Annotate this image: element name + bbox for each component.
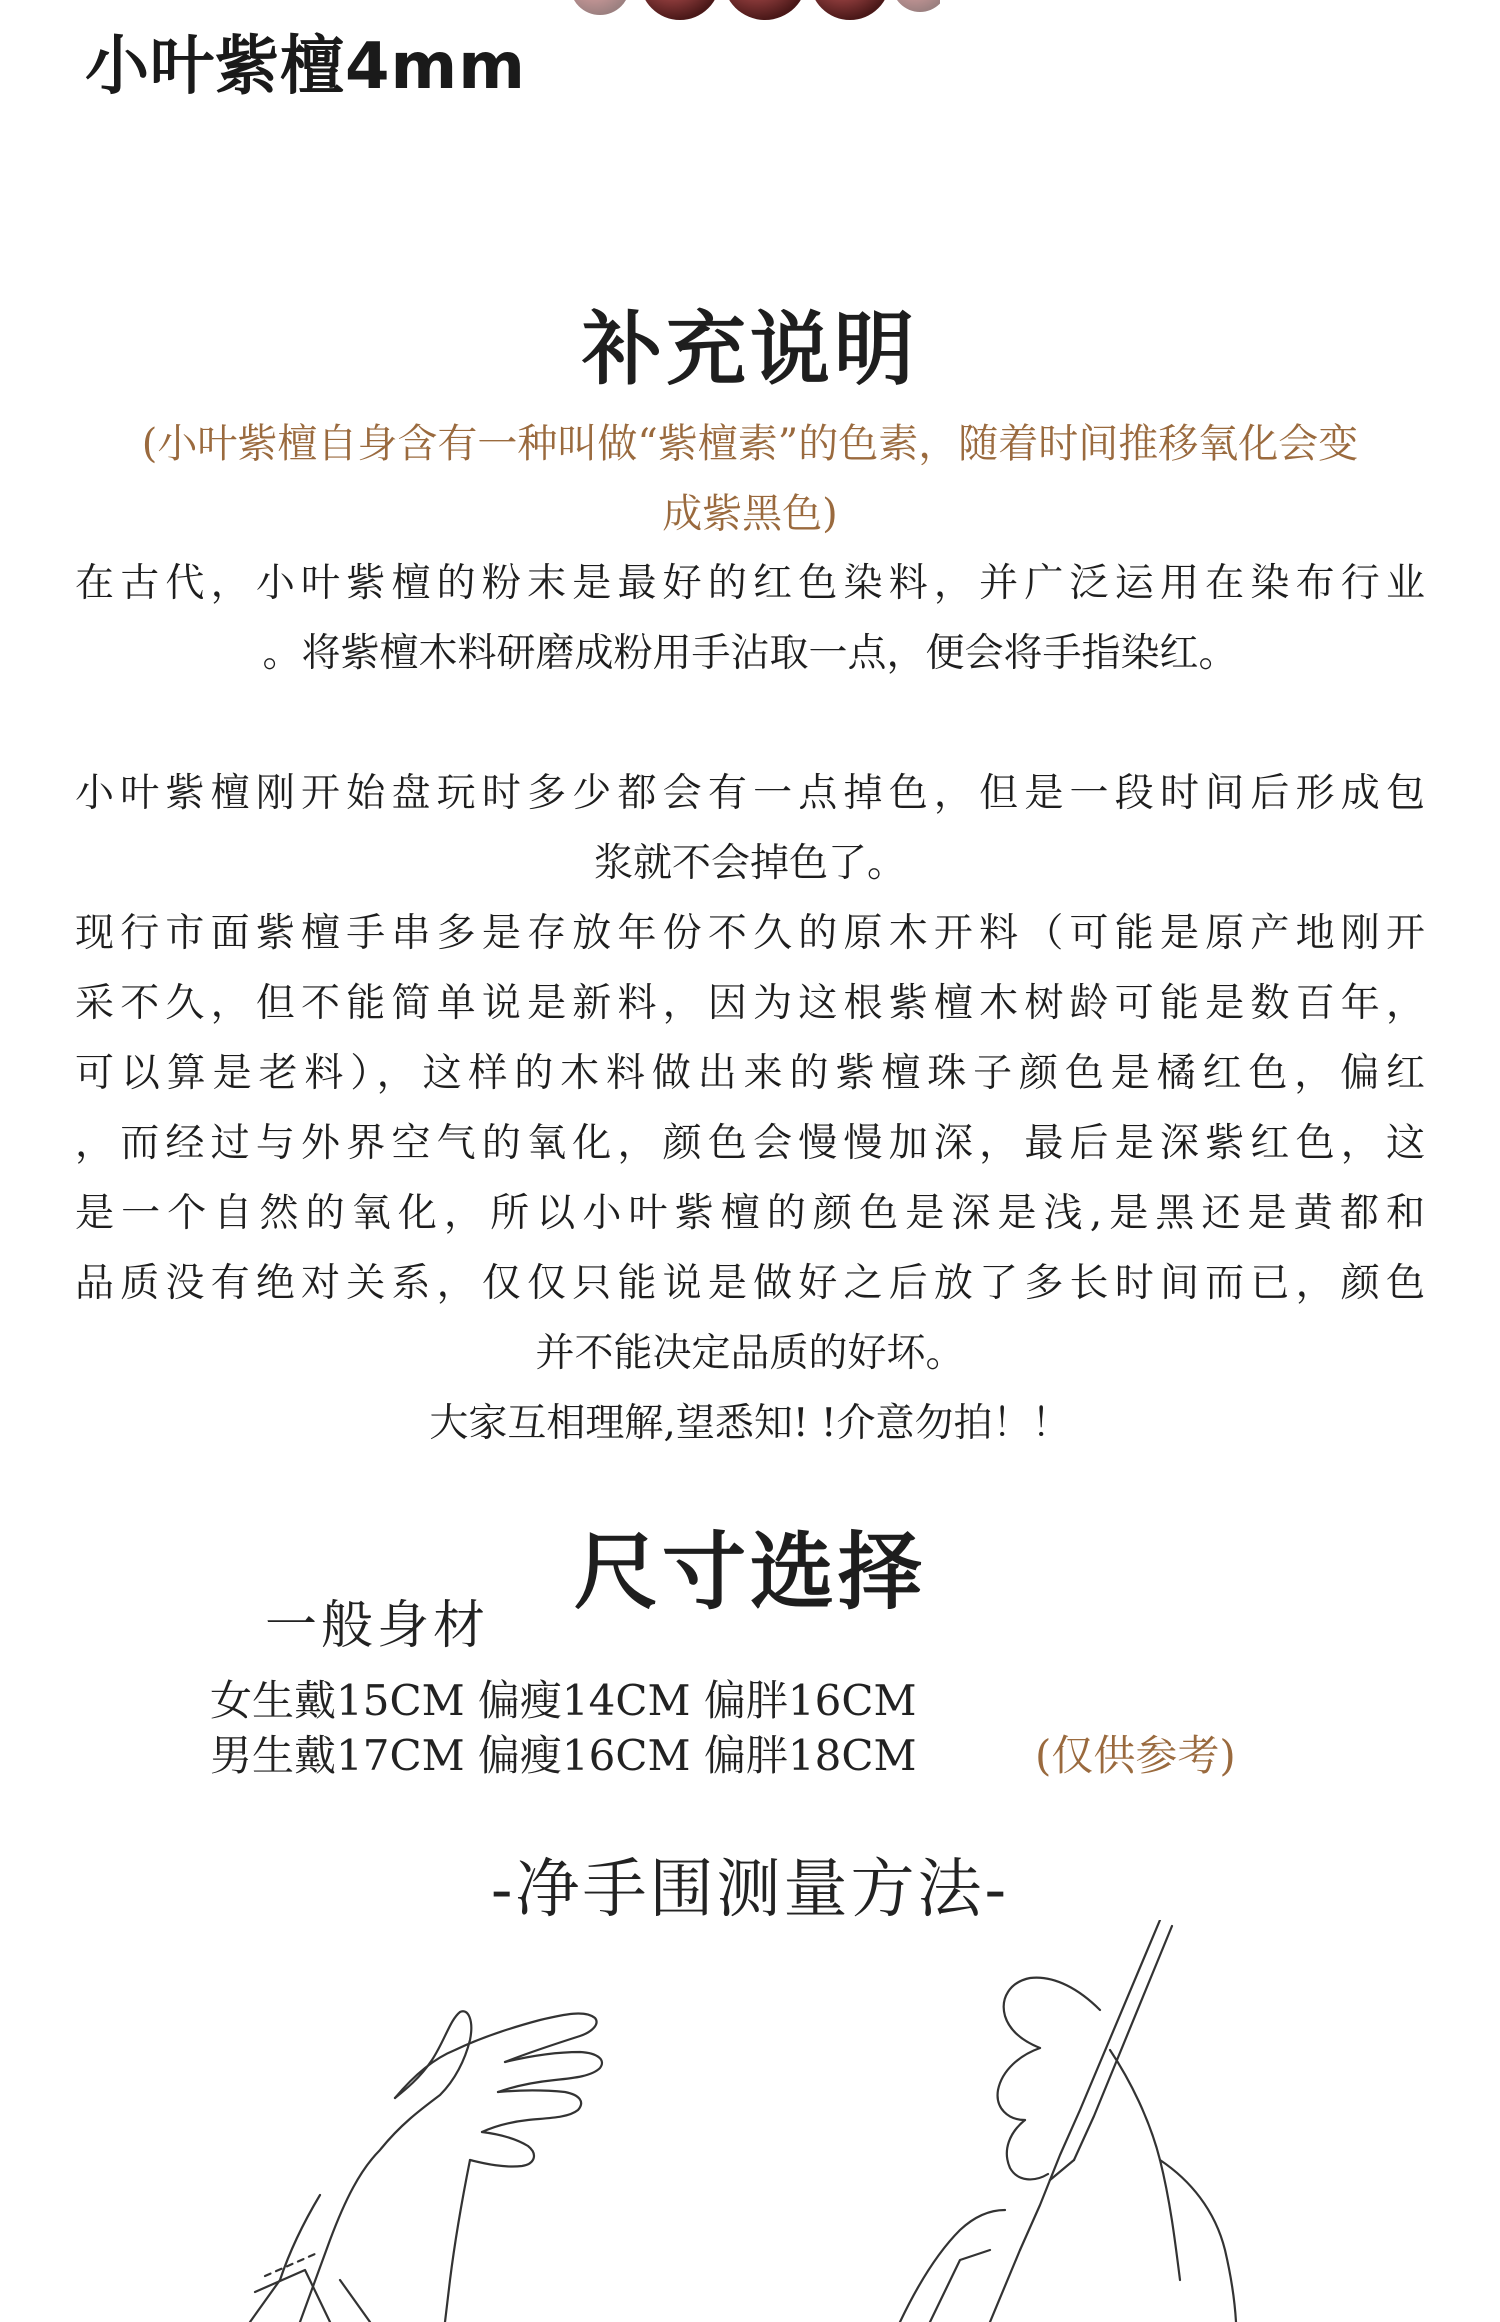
size-selection-heading: 尺寸选择 (573, 1522, 926, 1621)
bead-bracelet-image (560, 0, 940, 30)
closing-note: 大家互相理解,望悉知! !介意勿拍！！ (429, 1401, 1071, 1446)
paragraph-line: 是一个自然的氧化，所以小叶紫檀的颜色是深是浅,是黑还是黄都和 (75, 1191, 1425, 1236)
paragraph-line: 。将紫檀木料研磨成粉用手沾取一点，便会将手指染红。 (262, 631, 1238, 676)
paragraph-line: 在古代，小叶紫檀的粉末是最好的红色染料，并广泛运用在染布行业 (75, 561, 1425, 606)
paragraph-line: 小叶紫檀刚开始盘玩时多少都会有一点掉色，但是一段时间后形成包 (75, 771, 1425, 816)
paragraph-line: 采不久，但不能简单说是新料，因为这根紫檀木树龄可能是数百年， (75, 981, 1425, 1026)
male-size-row: 男生戴17CM 偏瘦16CM 偏胖18CM (210, 1731, 917, 1780)
supplement-heading: 补充说明 (582, 302, 918, 396)
note-line: (小叶紫檀自身含有一种叫做“紫檀素”的色素，随着时间推移氧化会变 (141, 421, 1359, 467)
paragraph-line: 浆就不会掉色了。 (593, 841, 906, 886)
female-size-row: 女生戴15CM 偏瘦14CM 偏胖16CM (210, 1676, 917, 1725)
body-type-label: 一般身材 (265, 1596, 490, 1656)
paragraph-line: ，而经过与外界空气的氧化，颜色会慢慢加深，最后是深紫红色，这 (75, 1121, 1425, 1166)
hand-measuring-illustration (0, 1920, 1500, 2322)
paragraph-line: 品质没有绝对关系，仅仅只能说是做好之后放了多长时间而已，颜色 (75, 1261, 1425, 1306)
product-title: 小叶紫檀4mm (85, 30, 526, 104)
note-line: 成紫黑色) (662, 491, 838, 537)
paragraph-line: 现行市面紫檀手串多是存放年份不久的原木开料（可能是原产地刚开 (75, 911, 1425, 956)
paragraph-line: 可以算是老料），这样的木料做出来的紫檀珠子颜色是橘红色，偏红 (75, 1051, 1425, 1096)
paragraph-line: 并不能决定品质的好坏。 (535, 1331, 965, 1376)
reference-note: (仅供参考) (1035, 1731, 1236, 1780)
measurement-heading: -净手围测量方法- (490, 1853, 1010, 1927)
